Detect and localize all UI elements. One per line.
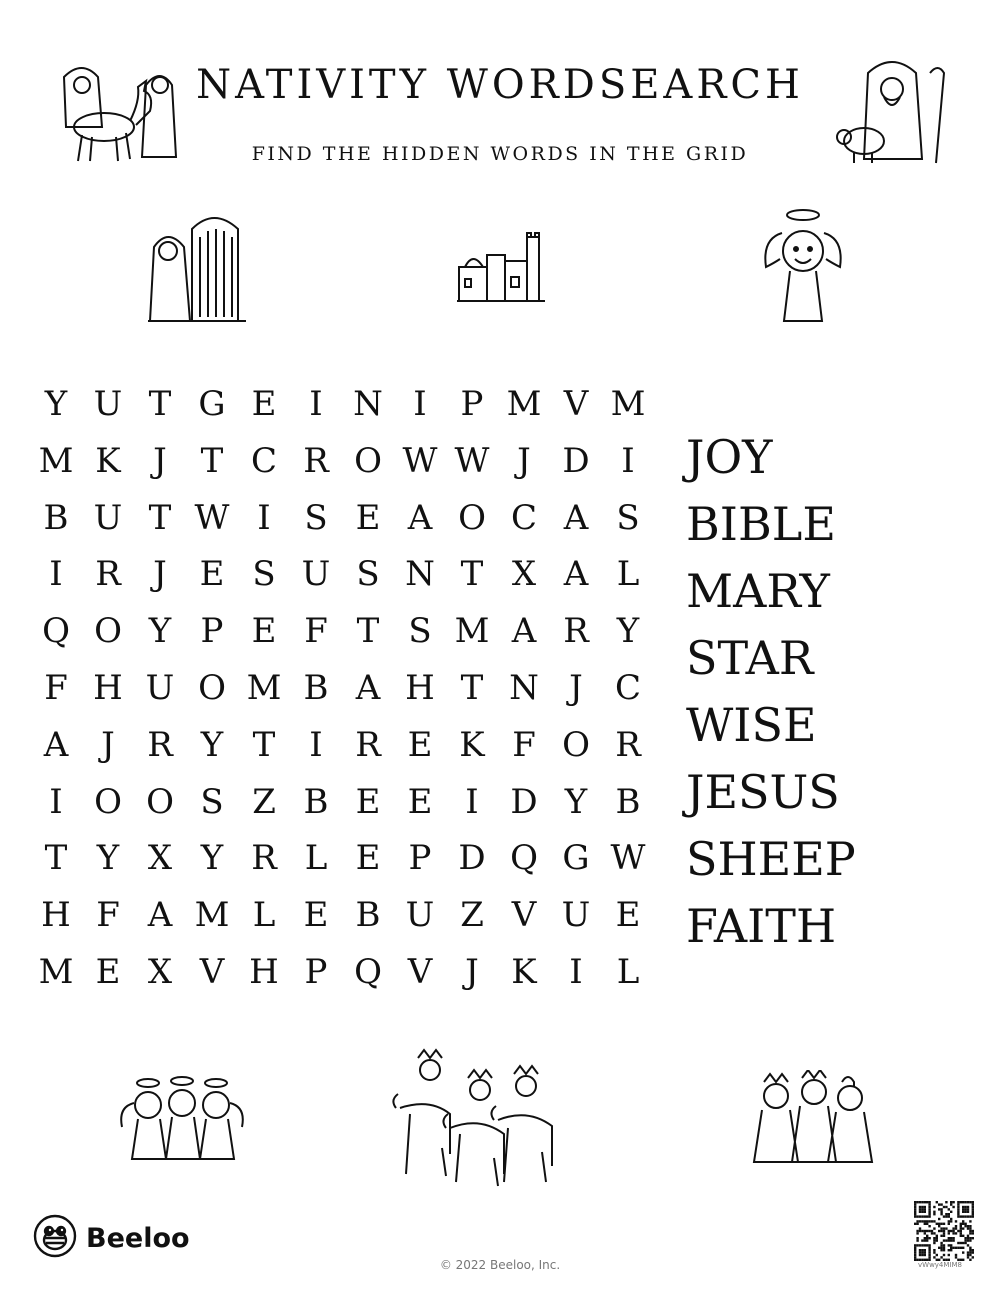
bee-logo-icon bbox=[32, 1213, 78, 1263]
grid-letter: A bbox=[43, 724, 69, 765]
grid-letter: D bbox=[562, 440, 590, 481]
grid-letter: U bbox=[93, 497, 123, 538]
grid-letter: D bbox=[458, 838, 486, 879]
grid-letter: T bbox=[148, 384, 172, 424]
grid-letter: T bbox=[460, 554, 484, 595]
grid-letter: A bbox=[511, 611, 537, 652]
grid-letter: R bbox=[563, 611, 589, 652]
grid-letter: M bbox=[38, 951, 74, 992]
grid-letter: E bbox=[303, 895, 329, 936]
grid-letter: L bbox=[304, 838, 328, 879]
grid-letter: G bbox=[198, 384, 226, 424]
grid-letter: T bbox=[356, 611, 380, 652]
brand-name: Beeloo bbox=[86, 1222, 190, 1254]
grid-letter: L bbox=[252, 895, 276, 936]
grid-letter: X bbox=[147, 951, 173, 992]
grid-letter: N bbox=[405, 554, 435, 595]
grid-letter: W bbox=[194, 497, 230, 538]
grid-letter: U bbox=[405, 895, 435, 936]
grid-letter: M bbox=[454, 611, 490, 652]
grid-letter: I bbox=[413, 384, 427, 424]
grid-letter: F bbox=[96, 895, 120, 936]
grid-letter: B bbox=[303, 781, 329, 822]
grid-letter: A bbox=[407, 497, 433, 538]
grid-letter: B bbox=[303, 667, 329, 708]
grid-letter: M bbox=[246, 667, 282, 708]
word-list-item: BIBLE bbox=[686, 497, 836, 551]
grid-letter: G bbox=[562, 838, 590, 879]
grid-letter: Y bbox=[564, 781, 588, 822]
word-list bbox=[686, 424, 856, 960]
grid-letter: N bbox=[509, 667, 539, 708]
grid-letter: J bbox=[153, 554, 167, 595]
grid-letter: I bbox=[309, 724, 323, 765]
word-list-item: MARY bbox=[686, 564, 830, 618]
grid-letter: H bbox=[41, 895, 71, 936]
grid-letter: P bbox=[200, 611, 224, 652]
grid-letter: T bbox=[460, 667, 484, 708]
grid-letter: T bbox=[148, 497, 172, 538]
grid-letter: J bbox=[465, 951, 479, 992]
grid-letter: E bbox=[251, 384, 277, 424]
grid-row bbox=[30, 717, 654, 774]
grid-letter: K bbox=[511, 951, 537, 992]
grid-letter: F bbox=[44, 667, 68, 708]
grid-letter: H bbox=[93, 667, 123, 708]
grid-letter: E bbox=[355, 838, 381, 879]
grid-letter: J bbox=[517, 440, 531, 481]
grid-letter: D bbox=[510, 781, 538, 822]
word-list-item: JOY bbox=[686, 430, 773, 484]
grid-letter: P bbox=[304, 951, 328, 992]
grid-letter: Q bbox=[354, 951, 382, 992]
grid-letter: E bbox=[407, 781, 433, 822]
grid-letter: V bbox=[407, 951, 433, 992]
grid-letter: W bbox=[454, 440, 490, 481]
grid-letter: U bbox=[145, 667, 175, 708]
grid-letter: K bbox=[95, 440, 121, 481]
grid-letter: X bbox=[147, 838, 173, 879]
grid-letter: M bbox=[610, 384, 646, 424]
grid-letter: O bbox=[354, 440, 382, 481]
grid-letter: E bbox=[251, 611, 277, 652]
grid-letter: S bbox=[252, 554, 276, 595]
grid-letter: A bbox=[563, 497, 589, 538]
letter-grid bbox=[30, 376, 654, 1001]
grid-letter: T bbox=[44, 838, 68, 879]
grid-row bbox=[30, 887, 654, 944]
grid-letter: E bbox=[199, 554, 225, 595]
grid-letter: S bbox=[356, 554, 380, 595]
grid-letter: E bbox=[355, 497, 381, 538]
grid-letter: M bbox=[194, 895, 230, 936]
grid-letter: C bbox=[614, 667, 641, 708]
grid-letter: P bbox=[408, 838, 432, 879]
grid-letter: U bbox=[561, 895, 591, 936]
grid-letter: N bbox=[353, 384, 383, 424]
page-subtitle: FIND THE HIDDEN WORDS IN THE GRID bbox=[251, 143, 749, 165]
grid-letter: A bbox=[147, 895, 173, 936]
grid-letter: P bbox=[460, 384, 484, 424]
qr-code-caption: vWwy4MIM8 bbox=[918, 1261, 962, 1269]
grid-letter: F bbox=[512, 724, 536, 765]
grid-row bbox=[30, 490, 654, 547]
three-angels-icon bbox=[116, 1075, 251, 1163]
page-title: NATIVITY WORDSEARCH bbox=[196, 62, 804, 108]
grid-letter: L bbox=[616, 554, 640, 595]
grid-letter: I bbox=[621, 440, 635, 481]
grid-letter: J bbox=[153, 440, 167, 481]
word-list-item: FAITH bbox=[686, 899, 837, 953]
angel-icon bbox=[762, 207, 844, 327]
grid-letter: W bbox=[610, 838, 646, 879]
grid-letter: O bbox=[94, 611, 122, 652]
grid-letter: B bbox=[43, 497, 69, 538]
grid-letter: Q bbox=[42, 611, 70, 652]
grid-letter: T bbox=[200, 440, 224, 481]
grid-letter: R bbox=[147, 724, 173, 765]
shepherd-sheep-icon bbox=[830, 55, 960, 167]
grid-letter: O bbox=[94, 781, 122, 822]
grid-letter: R bbox=[615, 724, 641, 765]
grid-letter: Y bbox=[96, 838, 120, 879]
grid-letter: U bbox=[301, 554, 331, 595]
grid-letter: R bbox=[303, 440, 329, 481]
wise-men-camels-icon bbox=[390, 1048, 562, 1190]
copyright-text: © 2022 Beeloo, Inc. bbox=[439, 1258, 561, 1272]
word-list-item: WISE bbox=[686, 698, 817, 752]
innkeeper-door-icon bbox=[146, 207, 248, 325]
grid-row bbox=[30, 546, 654, 603]
grid-letter: Q bbox=[510, 838, 538, 879]
grid-row bbox=[30, 774, 654, 831]
grid-letter: X bbox=[511, 554, 537, 595]
grid-letter: F bbox=[304, 611, 328, 652]
grid-letter: H bbox=[249, 951, 279, 992]
grid-letter: T bbox=[252, 724, 276, 765]
grid-letter: V bbox=[511, 895, 537, 936]
word-list-item: SHEEP bbox=[686, 832, 856, 886]
grid-letter: C bbox=[250, 440, 277, 481]
grid-letter: A bbox=[563, 554, 589, 595]
grid-letter: R bbox=[355, 724, 381, 765]
grid-letter: E bbox=[615, 895, 641, 936]
grid-letter: V bbox=[563, 384, 589, 424]
grid-letter: K bbox=[459, 724, 485, 765]
grid-letter: A bbox=[355, 667, 381, 708]
grid-letter: Y bbox=[44, 384, 68, 424]
grid-letter: I bbox=[309, 384, 323, 424]
grid-letter: I bbox=[569, 951, 583, 992]
grid-letter: O bbox=[198, 667, 226, 708]
grid-letter: Y bbox=[148, 611, 172, 652]
grid-letter: M bbox=[506, 384, 542, 424]
grid-letter: S bbox=[200, 781, 224, 822]
grid-letter: J bbox=[569, 667, 583, 708]
grid-letter: L bbox=[616, 951, 640, 992]
grid-row bbox=[30, 376, 654, 433]
grid-letter: W bbox=[402, 440, 438, 481]
bethlehem-town-icon bbox=[455, 229, 547, 303]
grid-row bbox=[30, 944, 654, 1001]
grid-letter: I bbox=[257, 497, 271, 538]
grid-letter: Y bbox=[200, 724, 224, 765]
grid-letter: S bbox=[304, 497, 328, 538]
qr-code-icon bbox=[914, 1201, 974, 1265]
grid-letter: O bbox=[562, 724, 590, 765]
grid-letter: E bbox=[355, 781, 381, 822]
word-list-item: JESUS bbox=[686, 765, 840, 819]
grid-letter: J bbox=[101, 724, 115, 765]
grid-letter: Z bbox=[460, 895, 484, 936]
grid-row bbox=[30, 603, 654, 660]
grid-letter: S bbox=[616, 497, 640, 538]
grid-letter: E bbox=[95, 951, 121, 992]
mary-joseph-donkey-icon bbox=[42, 55, 182, 165]
grid-letter: I bbox=[465, 781, 479, 822]
grid-letter: C bbox=[510, 497, 537, 538]
grid-letter: V bbox=[199, 951, 225, 992]
grid-letter: R bbox=[251, 838, 277, 879]
grid-letter: U bbox=[93, 384, 123, 424]
brand-logo bbox=[32, 1213, 190, 1263]
grid-letter: S bbox=[408, 611, 432, 652]
grid-letter: I bbox=[49, 554, 63, 595]
grid-letter: O bbox=[458, 497, 486, 538]
grid-letter: B bbox=[615, 781, 641, 822]
grid-row bbox=[30, 433, 654, 490]
grid-letter: Y bbox=[200, 838, 224, 879]
grid-letter: E bbox=[407, 724, 433, 765]
grid-letter: M bbox=[38, 440, 74, 481]
word-list-item: STAR bbox=[686, 631, 814, 685]
grid-row bbox=[30, 660, 654, 717]
grid-letter: R bbox=[95, 554, 121, 595]
grid-letter: I bbox=[49, 781, 63, 822]
grid-letter: Y bbox=[616, 611, 640, 652]
grid-letter: Z bbox=[252, 781, 276, 822]
grid-letter: O bbox=[146, 781, 174, 822]
three-kings-icon bbox=[750, 1070, 880, 1164]
grid-letter: B bbox=[355, 895, 381, 936]
grid-row bbox=[30, 830, 654, 887]
grid-letter: H bbox=[405, 667, 435, 708]
